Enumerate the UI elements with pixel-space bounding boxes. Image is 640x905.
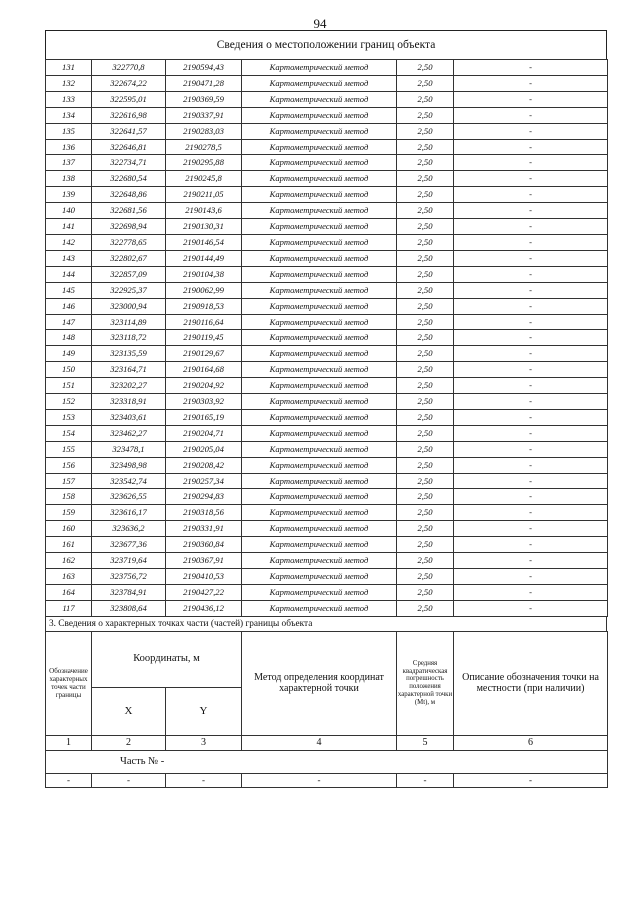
precision-cell: 2,50 [397,75,454,91]
method-cell: Картометрический метод [242,394,397,410]
coord-x-cell: 323498,98 [92,457,166,473]
point-id-cell: 153 [46,409,92,425]
method-cell: Картометрический метод [242,234,397,250]
method-cell: Картометрический метод [242,537,397,553]
coord-x-cell: 323478,1 [92,441,166,457]
description-cell: - [454,537,608,553]
point-id-cell: 152 [46,394,92,410]
section3-title: 3. Сведения о характерных точках части (частей) границы объекта [45,617,607,631]
method-cell: Картометрический метод [242,139,397,155]
coord-x-cell: 322674,22 [92,75,166,91]
coord-y-cell: 2190337,91 [166,107,242,123]
coord-x-cell: 323677,36 [92,537,166,553]
point-id-cell: 159 [46,505,92,521]
description-cell: - [454,298,608,314]
coord-x-cell: 322595,01 [92,91,166,107]
description-cell: - [454,155,608,171]
table-row [46,314,608,330]
table-row [46,584,608,600]
column-number: 6 [454,735,608,750]
coord-y-cell: 2190918,53 [166,298,242,314]
boundary-points-rows [46,60,608,617]
coord-y-cell: 2190205,04 [166,441,242,457]
table-row [46,409,608,425]
description-cell: - [454,139,608,155]
description-cell: - [454,203,608,219]
precision-cell: 2,50 [397,537,454,553]
table-row [46,250,608,266]
description-cell: - [454,600,608,616]
table-row [46,298,608,314]
precision-cell: 2,50 [397,600,454,616]
header-x: X [92,687,166,735]
method-cell: Картометрический метод [242,250,397,266]
coord-y-cell: 2190303,92 [166,394,242,410]
coord-x-cell: 322648,86 [92,187,166,203]
precision-cell: 2,50 [397,139,454,155]
method-cell: Картометрический метод [242,473,397,489]
coord-x-cell: 322770,8 [92,60,166,76]
point-id-cell: 164 [46,584,92,600]
point-id-cell: 135 [46,123,92,139]
table-row [46,155,608,171]
coord-y-cell: 2190204,92 [166,378,242,394]
point-id-cell: 144 [46,266,92,282]
coord-x-cell: 322680,54 [92,171,166,187]
point-id-cell: 131 [46,60,92,76]
coord-y-cell: 2190257,34 [166,473,242,489]
point-id-cell: 137 [46,155,92,171]
precision-cell: 2,50 [397,409,454,425]
coord-x-cell: 323135,59 [92,346,166,362]
point-id-cell: 143 [46,250,92,266]
coord-x-cell: 322698,94 [92,219,166,235]
coord-x-cell: 322734,71 [92,155,166,171]
coord-x-cell: 323118,72 [92,330,166,346]
precision-cell: 2,50 [397,553,454,569]
precision-cell: 2,50 [397,441,454,457]
method-cell: Картометрический метод [242,91,397,107]
coord-y-cell: 2190104,38 [166,266,242,282]
part-label: Часть № - [46,750,608,773]
table-row [46,489,608,505]
table-row [46,107,608,123]
table-row [46,521,608,537]
coord-y-cell: 2190144,49 [166,250,242,266]
description-cell: - [454,330,608,346]
empty-cell: - [242,773,397,787]
coord-x-cell: 323636,2 [92,521,166,537]
column-number: 3 [166,735,242,750]
coord-x-cell: 323000,94 [92,298,166,314]
coord-x-cell: 322778,65 [92,234,166,250]
point-id-cell: 142 [46,234,92,250]
coord-x-cell: 323403,61 [92,409,166,425]
coord-y-cell: 2190360,84 [166,537,242,553]
point-id-cell: 132 [46,75,92,91]
description-cell: - [454,569,608,585]
description-cell: - [454,187,608,203]
table-row [46,171,608,187]
description-cell: - [454,250,608,266]
description-cell: - [454,473,608,489]
table-row [46,505,608,521]
column-number: 2 [92,735,166,750]
point-id-cell: 139 [46,187,92,203]
coord-x-cell: 323462,27 [92,425,166,441]
column-numbers-row [46,735,608,750]
header-method: Метод определения координат характерной точки [242,631,397,735]
table-row [46,91,608,107]
empty-point-row [46,773,608,787]
point-id-cell: 136 [46,139,92,155]
coord-x-cell: 322802,67 [92,250,166,266]
precision-cell: 2,50 [397,569,454,585]
description-cell: - [454,107,608,123]
method-cell: Картометрический метод [242,569,397,585]
coord-x-cell: 323202,27 [92,378,166,394]
table-row [46,266,608,282]
header-y: Y [166,687,242,735]
table-row [46,330,608,346]
point-id-cell: 146 [46,298,92,314]
column-number: 1 [46,735,92,750]
method-cell: Картометрический метод [242,298,397,314]
precision-cell: 2,50 [397,187,454,203]
method-cell: Картометрический метод [242,107,397,123]
coord-y-cell: 2190427,22 [166,584,242,600]
precision-cell: 2,50 [397,171,454,187]
description-cell: - [454,409,608,425]
precision-cell: 2,50 [397,123,454,139]
description-cell: - [454,441,608,457]
description-cell: - [454,219,608,235]
method-cell: Картометрический метод [242,330,397,346]
coord-x-cell: 323542,74 [92,473,166,489]
method-cell: Картометрический метод [242,505,397,521]
description-cell: - [454,123,608,139]
precision-cell: 2,50 [397,330,454,346]
point-id-cell: 133 [46,91,92,107]
table-row [46,346,608,362]
coord-y-cell: 2190318,56 [166,505,242,521]
table-row [46,123,608,139]
method-cell: Картометрический метод [242,600,397,616]
method-cell: Картометрический метод [242,171,397,187]
description-cell: - [454,553,608,569]
table-row [46,234,608,250]
table-row [46,553,608,569]
table-row [46,457,608,473]
coord-y-cell: 2190278,5 [166,139,242,155]
coord-y-cell: 2190294,83 [166,489,242,505]
coord-y-cell: 2190436,12 [166,600,242,616]
point-id-cell: 154 [46,425,92,441]
coord-x-cell: 322857,09 [92,266,166,282]
precision-cell: 2,50 [397,489,454,505]
coord-x-cell: 323164,71 [92,362,166,378]
point-id-cell: 138 [46,171,92,187]
table-row [46,378,608,394]
coord-y-cell: 2190594,43 [166,60,242,76]
method-cell: Картометрический метод [242,282,397,298]
coord-x-cell: 323756,72 [92,569,166,585]
description-cell: - [454,584,608,600]
point-id-cell: 150 [46,362,92,378]
method-cell: Картометрический метод [242,346,397,362]
coord-x-cell: 323626,55 [92,489,166,505]
part-points-table [45,631,608,788]
coord-y-cell: 2190295,88 [166,155,242,171]
column-number: 4 [242,735,397,750]
coord-x-cell: 322646,81 [92,139,166,155]
point-id-cell: 145 [46,282,92,298]
empty-cell: - [92,773,166,787]
table-row [46,362,608,378]
description-cell: - [454,378,608,394]
description-cell: - [454,489,608,505]
precision-cell: 2,50 [397,266,454,282]
method-cell: Картометрический метод [242,123,397,139]
coord-x-cell: 322681,56 [92,203,166,219]
coord-y-cell: 2190130,31 [166,219,242,235]
method-cell: Картометрический метод [242,409,397,425]
precision-cell: 2,50 [397,505,454,521]
method-cell: Картометрический метод [242,60,397,76]
coord-x-cell: 322925,37 [92,282,166,298]
precision-cell: 2,50 [397,234,454,250]
description-cell: - [454,314,608,330]
empty-cell: - [46,773,92,787]
description-cell: - [454,521,608,537]
coord-x-cell: 323808,64 [92,600,166,616]
precision-cell: 2,50 [397,250,454,266]
table-row [46,219,608,235]
coord-y-cell: 2190146,54 [166,234,242,250]
table-row [46,282,608,298]
coord-y-cell: 2190164,68 [166,362,242,378]
section-title: Сведения о местоположении границ объекта [45,30,607,59]
coord-x-cell: 323719,64 [92,553,166,569]
method-cell: Картометрический метод [242,457,397,473]
point-id-cell: 147 [46,314,92,330]
description-cell: - [454,266,608,282]
description-cell: - [454,362,608,378]
point-id-cell: 157 [46,473,92,489]
point-id-cell: 151 [46,378,92,394]
empty-cell: - [454,773,608,787]
point-id-cell: 148 [46,330,92,346]
table-row [46,473,608,489]
coord-y-cell: 2190211,05 [166,187,242,203]
point-id-cell: 163 [46,569,92,585]
coord-y-cell: 2190129,67 [166,346,242,362]
coord-y-cell: 2190143,6 [166,203,242,219]
table-row [46,75,608,91]
description-cell: - [454,346,608,362]
header-description: Описание обозначения точки на местности (при наличии) [454,631,608,735]
coord-y-cell: 2190471,28 [166,75,242,91]
coord-x-cell: 323784,91 [92,584,166,600]
header-point-label: Обозначение характерных точек части границы [46,631,92,735]
point-id-cell: 149 [46,346,92,362]
coord-y-cell: 2190116,64 [166,314,242,330]
point-id-cell: 160 [46,521,92,537]
column-number: 5 [397,735,454,750]
precision-cell: 2,50 [397,425,454,441]
table-row [46,425,608,441]
precision-cell: 2,50 [397,362,454,378]
coord-x-cell: 323616,17 [92,505,166,521]
description-cell: - [454,91,608,107]
table-row [46,139,608,155]
precision-cell: 2,50 [397,394,454,410]
point-id-cell: 162 [46,553,92,569]
point-id-cell: 134 [46,107,92,123]
method-cell: Картометрический метод [242,203,397,219]
coord-x-cell: 322641,57 [92,123,166,139]
point-id-cell: 156 [46,457,92,473]
method-cell: Картометрический метод [242,489,397,505]
boundary-points-table [45,59,608,617]
description-cell: - [454,234,608,250]
method-cell: Картометрический метод [242,378,397,394]
description-cell: - [454,505,608,521]
coord-y-cell: 2190245,8 [166,171,242,187]
coord-x-cell: 322616,98 [92,107,166,123]
method-cell: Картометрический метод [242,521,397,537]
table-row [46,203,608,219]
description-cell: - [454,60,608,76]
precision-cell: 2,50 [397,91,454,107]
precision-cell: 2,50 [397,378,454,394]
header-precision: Средняя квадратическая погрешность положения характерной точки (Mt), м [397,631,454,735]
precision-cell: 2,50 [397,584,454,600]
empty-cell: - [166,773,242,787]
table-row [46,441,608,457]
point-id-cell: 117 [46,600,92,616]
coord-y-cell: 2190410,53 [166,569,242,585]
method-cell: Картометрический метод [242,584,397,600]
coord-y-cell: 2190369,59 [166,91,242,107]
precision-cell: 2,50 [397,473,454,489]
coord-x-cell: 323114,89 [92,314,166,330]
coord-y-cell: 2190367,91 [166,553,242,569]
method-cell: Картометрический метод [242,441,397,457]
coord-y-cell: 2190331,91 [166,521,242,537]
point-id-cell: 155 [46,441,92,457]
precision-cell: 2,50 [397,203,454,219]
coord-y-cell: 2190119,45 [166,330,242,346]
coord-x-cell: 323318,91 [92,394,166,410]
coord-y-cell: 2190283,03 [166,123,242,139]
coord-y-cell: 2190204,71 [166,425,242,441]
precision-cell: 2,50 [397,298,454,314]
header-coordinates: Координаты, м [92,631,242,687]
description-cell: - [454,457,608,473]
table-row [46,60,608,76]
precision-cell: 2,50 [397,346,454,362]
table-row [46,569,608,585]
table-row [46,394,608,410]
table-row [46,537,608,553]
point-id-cell: 141 [46,219,92,235]
description-cell: - [454,282,608,298]
precision-cell: 2,50 [397,60,454,76]
point-id-cell: 158 [46,489,92,505]
precision-cell: 2,50 [397,282,454,298]
method-cell: Картометрический метод [242,425,397,441]
table-row [46,187,608,203]
description-cell: - [454,171,608,187]
page-number: 94 [313,16,327,31]
precision-cell: 2,50 [397,219,454,235]
document-frame [45,30,607,788]
description-cell: - [454,75,608,91]
precision-cell: 2,50 [397,521,454,537]
point-id-cell: 161 [46,537,92,553]
method-cell: Картометрический метод [242,553,397,569]
part-row [46,750,608,773]
method-cell: Картометрический метод [242,314,397,330]
method-cell: Картометрический метод [242,362,397,378]
description-cell: - [454,394,608,410]
table-row [46,600,608,616]
method-cell: Картометрический метод [242,219,397,235]
method-cell: Картометрический метод [242,155,397,171]
precision-cell: 2,50 [397,107,454,123]
precision-cell: 2,50 [397,155,454,171]
description-cell: - [454,425,608,441]
coord-y-cell: 2190062,99 [166,282,242,298]
precision-cell: 2,50 [397,457,454,473]
precision-cell: 2,50 [397,314,454,330]
method-cell: Картометрический метод [242,75,397,91]
coord-y-cell: 2190208,42 [166,457,242,473]
method-cell: Картометрический метод [242,266,397,282]
coord-y-cell: 2190165,19 [166,409,242,425]
method-cell: Картометрический метод [242,187,397,203]
point-id-cell: 140 [46,203,92,219]
empty-cell: - [397,773,454,787]
